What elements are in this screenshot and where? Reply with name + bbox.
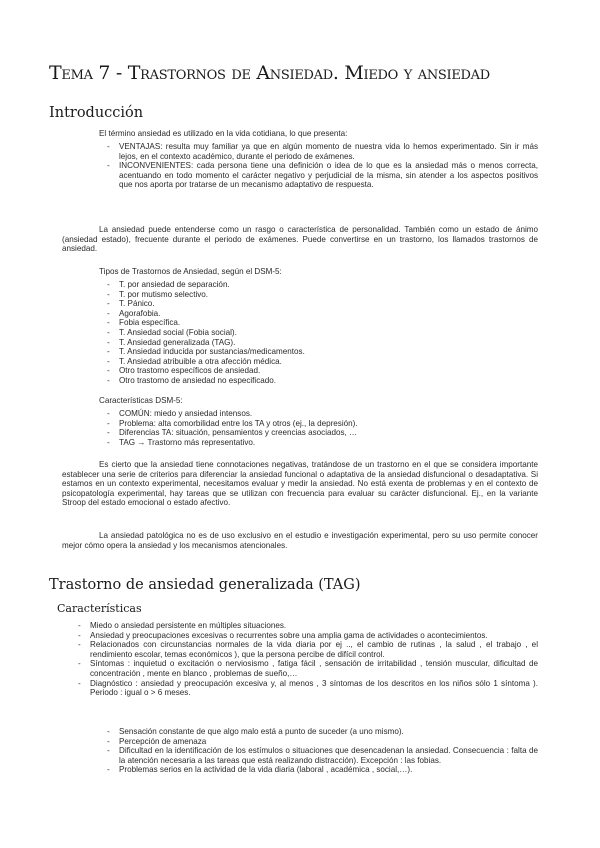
list-item: - TAG → Trastorno más representativo. — [105, 438, 505, 448]
list-item: - T. Ansiedad generalizada (TAG). — [105, 338, 505, 348]
paragraph: Es cierto que la ansiedad tiene connotaciones negativas, tratándose de un trastorno en el que se considera importante establecer una serie de criterios para diferenciar la ansiedad funcional o adaptativa de la ansiedad disfuncional o desadaptativa. Si estamos en un contexto experimental, necesitamos evaluar y medir la ansiedad. No está exenta de problemas y en el contexto de psicopatología experimental, hay tareas que se utilizan con frecuencia para evaluar su carácter disfuncional. Ej., en la variante Stroop del estado emocional o estado afectivo. — [62, 460, 538, 508]
list-item: - Sensación constante de que algo malo está a punto de suceder (a uno mismo). — [105, 727, 538, 737]
section-heading-intro: Introducción — [49, 105, 144, 121]
list-item: - T. Ansiedad inducida por sustancias/medicamentos. — [105, 347, 505, 357]
list-item: - Dificultad en la identificación de los estímulos o situaciones que desencadenan la ansiedad. Consecuencia : falta de la atención necesaria a las tareas que está realizando distracción). Excepción : las fobias. — [105, 746, 538, 765]
list-item: - Miedo o ansiedad persistente en múltiples situaciones. — [76, 621, 538, 631]
list-item: - Problema: alta comorbilidad entre los TA y otros (ej., la depresión). — [105, 419, 505, 429]
list-item: - Otro trastorno específicos de ansiedad. — [105, 366, 505, 376]
document-title: Tema 7 - Trastornos de Ansiedad. Miedo y ansiedad — [49, 62, 490, 84]
list-item: - Diagnóstico : ansiedad y preocupación excesiva y, al menos , 3 síntomas de los descritos en los niños sólo 1 síntoma ). Periodo : igual o > 6 meses. — [76, 679, 538, 698]
paragraph: La ansiedad patológica no es de uso exclusivo en el estudio e investigación experimental, pero su uso permite conocer mejor cómo opera la ansiedad y los mecanismos atencionales. — [62, 531, 538, 550]
list-item: - Percepción de amenaza — [105, 737, 538, 747]
list-item: - Diferencias TA: situación, pensamientos y creencias asociados, … — [105, 428, 505, 438]
tag-characteristics-list — [76, 621, 538, 698]
characteristics-lead: Características DSM-5: — [99, 396, 183, 405]
dsm-characteristics-list — [105, 409, 505, 447]
list-item: - INCONVENIENTES: cada persona tiene una definición o idea de lo que es la ansiedad más o menos correcta, acentuando en todo momento el carácter negativo y perjudicial de la misma, sin atender a los aspectos positivos que nos aporta por tratarse de un mecanismo adaptativo de respuesta. — [105, 161, 538, 190]
pros-cons-list — [105, 142, 538, 190]
list-item: - Síntomas : inquietud o excitación o nerviosismo , fatiga fácil , sensación de irritabilidad , tensión muscular, dificultad de concentración , mente en blanco , problemas de sueño,… — [76, 659, 538, 678]
types-lead: Tipos de Trastornos de Ansiedad, según el DSM-5: — [99, 267, 282, 276]
list-item: - T. por mutismo selectivo. — [105, 290, 505, 300]
anxiety-types-list — [105, 280, 505, 386]
list-item: - Fobia específica. — [105, 318, 505, 328]
list-item: - T. Pánico. — [105, 299, 505, 309]
list-item: - COMÚN: miedo y ansiedad intensos. — [105, 409, 505, 419]
list-item: - Problemas serios en la actividad de la vida diaria (laboral , académica , social,…). — [105, 765, 538, 775]
list-item: - VENTAJAS: resulta muy familiar ya que en algún momento de nuestra vida lo hemos experimentado. Sin ir más lejos, en el contexto académico, durante el periodo de exámenes. — [105, 142, 538, 161]
intro-lead: El término ansiedad es utilizado en la vida cotidiana, lo que presenta: — [99, 129, 348, 138]
section-heading-tag: Trastorno de ansiedad generalizada (TAG) — [49, 577, 361, 593]
paragraph: La ansiedad puede entenderse como un rasgo o característica de personalidad. También como un estado de ánimo (ansiedad estado), frecuente durante el periodo de exámenes. Puede convertirse en un trastorno, los llamados trastornos de ansiedad. — [62, 225, 538, 254]
subsection-heading: Características — [57, 602, 142, 615]
list-item: - Ansiedad y preocupaciones excesivas o recurrentes sobre una amplia gama de actividades o acontecimientos. — [76, 631, 538, 641]
list-item: - Agorafobia. — [105, 309, 505, 319]
list-item: - Otro trastorno de ansiedad no especificado. — [105, 376, 505, 386]
tag-diagnosis-sublist — [105, 727, 538, 775]
list-item: - T. Ansiedad social (Fobia social). — [105, 328, 505, 338]
list-item: - T. por ansiedad de separación. — [105, 280, 505, 290]
list-item: - T. Ansiedad atribuible a otra afección médica. — [105, 357, 505, 367]
list-item: - Relacionados con circunstancias normales de la vida diaria por ej .., el cambio de rutinas , la salud , el trabajo , el rendimiento escolar, temas económicos ), que la persona percibe de difícil control. — [76, 640, 538, 659]
